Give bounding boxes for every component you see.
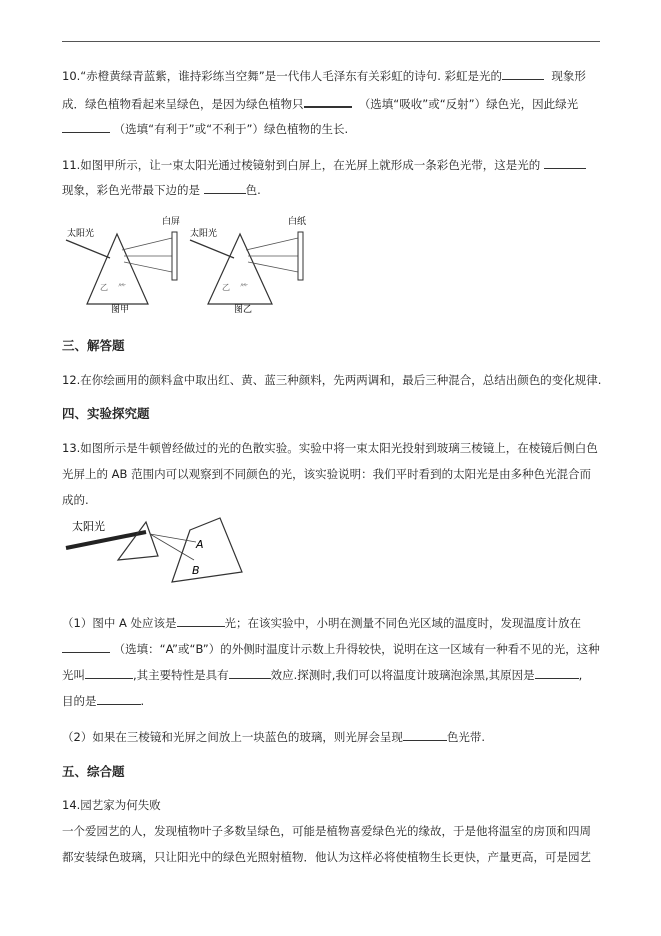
q13-text: 色光带. [446, 730, 485, 744]
svg-text:乙: 乙 [100, 283, 108, 292]
light-screen [172, 518, 242, 582]
q14-title: 14.园艺家为何失败 [62, 798, 161, 812]
sun-ray [190, 240, 234, 258]
q13-text: 光叫 [62, 668, 85, 682]
sun-beam [66, 532, 146, 548]
point-a-label: A [196, 538, 204, 551]
q13-line-2: 光屏上的 AB 范围内可以观察到不同颜色的光，该实验说明：我们平时看到的太阳光是由多种色光混合而 [62, 467, 592, 481]
figure-caption: 图甲 [111, 305, 130, 315]
answer-blank[interactable] [403, 729, 447, 741]
sun-label: 太阳光 [72, 520, 105, 533]
q10-text: 成．绿色植物看起来呈绿色，是因为绿色植物只 [62, 97, 304, 111]
figure-caption: 图乙 [234, 305, 253, 315]
q12-text: 12.在你绘画用的颜料盒中取出红、黄、蓝三种颜料，先两两调和，最后三种混合，总结出颜色的变化规律. [62, 373, 602, 387]
q10-text: 现象形 [551, 69, 586, 83]
q10-text: 10.“赤橙黄绿青蓝紫，谁持彩练当空舞”是一代伟人毛泽东有关彩虹的诗句. 彩虹是光的 [62, 69, 503, 83]
paper-label: 白纸 [288, 217, 307, 227]
figure-b [190, 215, 306, 315]
prism-triangle [87, 234, 148, 304]
q10-text: （选填“吸收”或“反射”）绿色光，因此绿光 [358, 97, 579, 111]
q13-text: 效应.探测时,我们可以将温度计玻璃泡涂黑,其原因是 [270, 668, 535, 682]
prism-figure-11 [62, 212, 342, 320]
q10-line-2 [62, 95, 602, 112]
newton-dispersion-figure [62, 514, 262, 598]
header-rule [62, 41, 600, 42]
q13-text: . [140, 694, 145, 708]
q11-text: 现象，彩色光带最下边的是 [62, 183, 200, 197]
sun-label: 太阳光 [67, 229, 95, 239]
q13-part2 [62, 729, 602, 745]
q13-part1-line-2 [62, 641, 602, 657]
sun-label: 太阳光 [190, 229, 218, 239]
white-screen [172, 232, 177, 280]
answer-blank[interactable] [304, 95, 352, 108]
q11-text: 11.如图甲所示，让一束太阳光通过棱镜射到白屏上，在光屏上就形成一条彩色光带，这是光的 [62, 158, 541, 172]
section-4-title: 四、实验探究题 [62, 406, 150, 421]
answer-blank[interactable] [177, 615, 225, 627]
answer-blank[interactable] [62, 641, 110, 653]
white-paper [298, 232, 303, 280]
q13-text: （1）图中 A 处应该是 [62, 616, 177, 630]
answer-blank[interactable] [502, 68, 544, 80]
q11-line-2 [62, 182, 602, 198]
answer-blank[interactable] [204, 182, 246, 194]
q13-text: , [578, 668, 583, 682]
answer-blank[interactable] [544, 157, 586, 169]
answer-blank[interactable] [62, 121, 110, 133]
svg-text:⺮: ⺮ [240, 283, 248, 292]
q13-text: 光；在该实验中，小明在测量不同色光区域的温度时，发现温度计放在 [224, 616, 581, 630]
q14-line-2: 都安装绿色玻璃，只让阳光中的绿色光照射植物．他认为这样必将使植物生长更快，产量更高，可是园艺 [62, 850, 591, 864]
q10-text: （选填“有利于”或“不利于”）绿色植物的生长. [113, 122, 349, 136]
q13-text: （选填：“A”或“B”）的外侧时温度计示数上升得较快，说明在这一区域有一种看不见的光，这种 [113, 642, 600, 656]
q13-part1-line-3 [62, 667, 602, 683]
q13-part1-line-1 [62, 615, 602, 631]
svg-text:乙: 乙 [222, 283, 230, 292]
answer-blank[interactable] [535, 667, 579, 679]
glass-prism [118, 522, 158, 560]
prism-triangle [208, 234, 272, 304]
q13-line-3: 成的. [62, 493, 89, 507]
q13-line-1: 13.如图所示是牛顿曾经做过的光的色散实验。实验中将一束太阳光投射到玻璃三棱镜上，在棱镜后侧白色 [62, 441, 598, 455]
section-3-title: 三、解答题 [62, 338, 125, 353]
svg-text:⺮: ⺮ [118, 283, 126, 292]
answer-blank[interactable] [229, 667, 271, 679]
q10-line-3 [62, 121, 602, 137]
q11-line-1 [62, 157, 602, 173]
q10-line-1 [62, 68, 602, 84]
answer-blank[interactable] [97, 693, 141, 705]
sun-ray [66, 240, 110, 258]
q13-text: ,其主要特性是具有 [133, 668, 229, 682]
q11-text: 色. [245, 183, 261, 197]
section-5-title: 五、综合题 [62, 764, 125, 779]
answer-blank[interactable] [85, 667, 133, 679]
q13-text: 目的是 [62, 694, 97, 708]
figure-a [66, 215, 180, 315]
q14-line-1: 一个爱园艺的人，发现植物叶子多数呈绿色，可能是植物喜爱绿色光的缘故，于是他将温室的房顶和四周 [62, 824, 591, 838]
q13-text: （2）如果在三棱镜和光屏之间放上一块蓝色的玻璃，则光屏会呈现 [62, 730, 403, 744]
screen-label: 白屏 [162, 217, 181, 227]
q13-part1-line-4 [62, 693, 602, 709]
point-b-label: B [192, 564, 200, 577]
